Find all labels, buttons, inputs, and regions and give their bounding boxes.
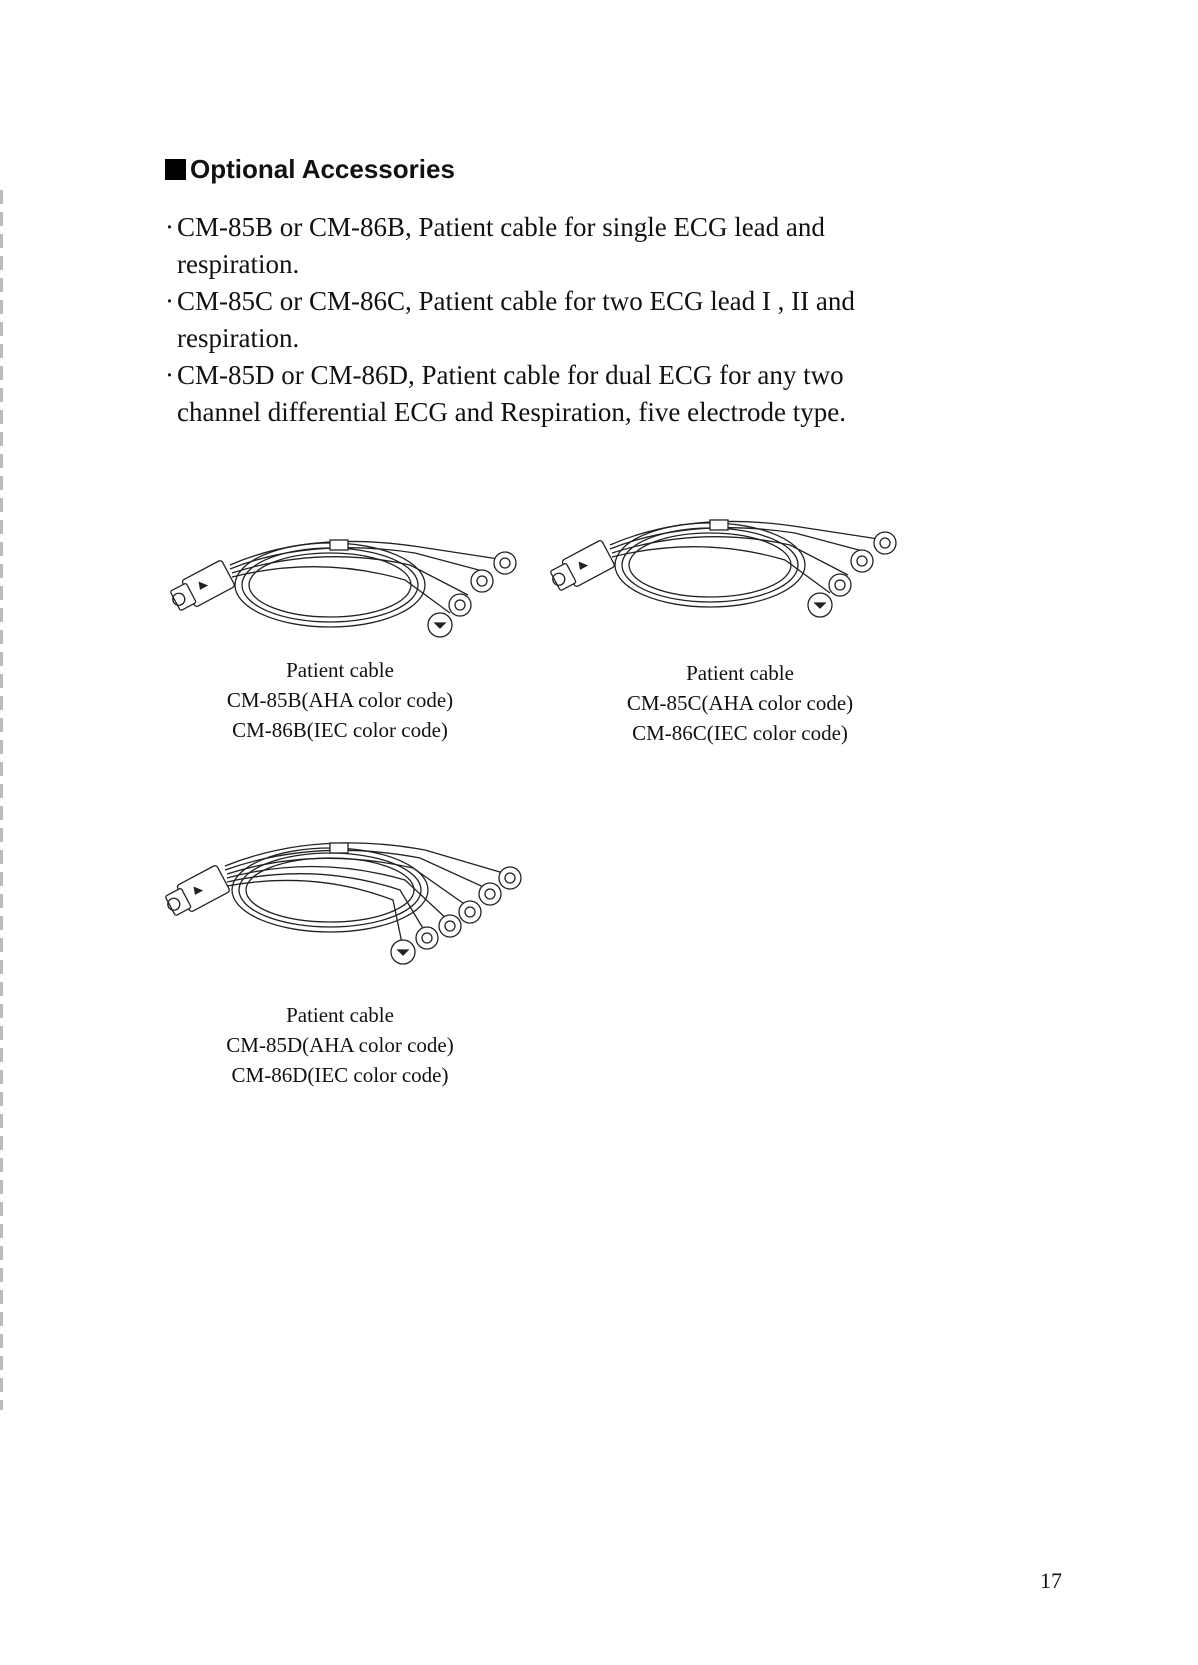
section-heading <box>165 154 455 185</box>
patient-cable-3lead-image <box>540 505 920 645</box>
section-title: Optional Accessories <box>190 154 455 184</box>
page-number: 17 <box>1040 1568 1062 1593</box>
accessory-item: · CM-85B or CM-86B, Patient cable for single ECG lead and respiration. <box>165 209 1065 283</box>
accessory-item: · CM-85D or CM-86D, Patient cable for dual ECG for any two channel differential ECG and Respiration, five electrode type. <box>165 357 1065 431</box>
figure-caption: Patient cable CM-85D(AHA color code) CM-86D(IEC color code) <box>226 1003 454 1087</box>
patient-cable-5lead-image <box>155 830 535 980</box>
bullet-icon: · <box>165 360 174 390</box>
black-square-icon <box>165 159 186 180</box>
accessory-list <box>165 209 1065 431</box>
patient-cable-3lead-image <box>160 525 540 665</box>
bullet-icon: · <box>165 286 174 316</box>
scan-edge-mark <box>0 190 3 1410</box>
figure-caption: Patient cable CM-85B(AHA color code) CM-86B(IEC color code) <box>226 658 454 742</box>
accessory-item: · CM-85C or CM-86C, Patient cable for two ECG lead I , II and respiration. <box>165 283 1065 357</box>
bullet-icon: · <box>165 212 174 242</box>
figure-caption: Patient cable CM-85C(AHA color code) CM-86C(IEC color code) <box>626 661 854 745</box>
